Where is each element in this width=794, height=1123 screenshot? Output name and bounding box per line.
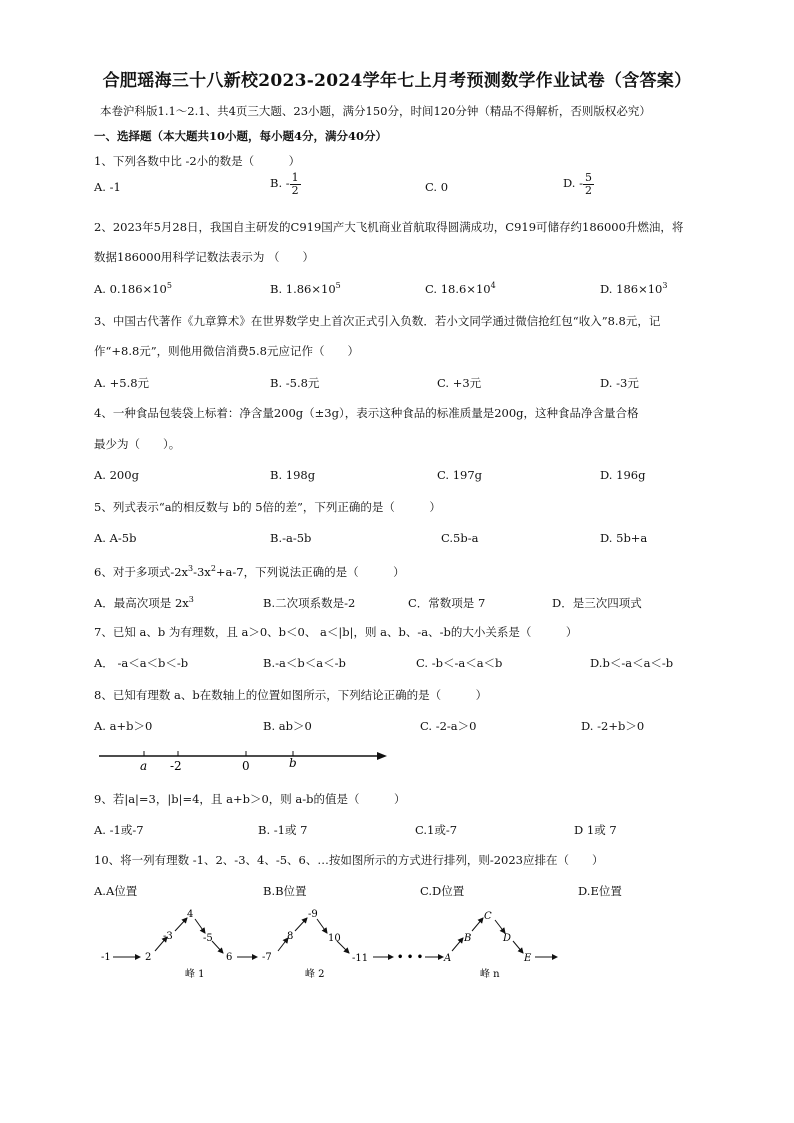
peakn-arrow-5 bbox=[513, 941, 523, 953]
q6-a-exponent: 3 bbox=[188, 595, 194, 605]
q4-option-c: C. 197g bbox=[437, 468, 483, 482]
q2-c-base: C. 18.6×10 bbox=[425, 281, 491, 296]
axis-label-neg2: -2 bbox=[170, 759, 182, 773]
q2-option-c bbox=[425, 281, 496, 296]
question-3-line-2: 作“+8.8元”，则他用微信消费5.8元应记作（ ） bbox=[94, 344, 359, 358]
peakn-arrow-2 bbox=[452, 938, 463, 951]
q1-option-c: C. 0 bbox=[425, 180, 449, 194]
q2-b-base: B. 1.86×10 bbox=[270, 281, 336, 296]
q5-option-b: B.-a-5b bbox=[270, 531, 312, 545]
q1-d-prefix: D. - bbox=[563, 176, 584, 191]
number-line-figure bbox=[95, 745, 395, 775]
q5-option-d: D. 5b+a bbox=[600, 531, 648, 545]
peakn-arrow-3 bbox=[472, 918, 483, 931]
peak2-arrow-3 bbox=[317, 919, 327, 933]
question-4-line-1: 4、一种食品包装袋上标着：净含量200g（±3g），表示这种食品的标准质量是200g，这种食品净含量合格 bbox=[94, 406, 639, 420]
q6-option-a bbox=[94, 595, 194, 611]
q1-d-denominator: 2 bbox=[585, 183, 593, 197]
q9-option-d: D 1或 7 bbox=[574, 823, 617, 837]
question-10: 10、将一列有理数 -1、2、-3、4、-5、6、…按如图所示的方式进行排列，则-2023应排在（ ） bbox=[94, 853, 604, 867]
q5-option-a: A. A-5b bbox=[94, 531, 137, 545]
q10-option-b: B.B位置 bbox=[263, 884, 307, 898]
q8-option-c: C. -2-a＞0 bbox=[420, 719, 477, 733]
q7-option-a: A． -a＜a＜b＜-b bbox=[94, 656, 189, 670]
peakn-label-a: A bbox=[444, 953, 452, 964]
question-8: 8、已知有理数 a、b在数轴上的位置如图所示，下列结论正确的是（ ） bbox=[94, 688, 488, 702]
q4-option-a: A. 200g bbox=[94, 468, 139, 482]
q2-c-exponent: 4 bbox=[490, 281, 496, 290]
q9-option-b: B. -1或 7 bbox=[258, 823, 308, 837]
peak1-label: 峰 1 bbox=[185, 969, 205, 980]
q1-b-fraction bbox=[290, 172, 301, 196]
q8-option-d: D. -2+b＞0 bbox=[581, 719, 645, 733]
q1-option-a: A. -1 bbox=[94, 180, 121, 194]
q6-text-post: +a-7，下列说法正确的是（ ） bbox=[215, 565, 405, 579]
q5-option-c: C.5b-a bbox=[441, 531, 479, 545]
q6-option-b: B.二次项系数是-2 bbox=[263, 596, 356, 610]
q3-option-b: B. -5.8元 bbox=[270, 376, 320, 390]
q3-option-a: A. +5.8元 bbox=[94, 376, 150, 390]
q2-a-base: A. 0.186×10 bbox=[94, 281, 167, 296]
axis-label-b: b bbox=[289, 756, 297, 770]
peak2-num-4: 10 bbox=[328, 933, 341, 944]
q9-option-a: A. -1或-7 bbox=[94, 823, 144, 837]
question-3-line-1: 3、中国古代著作《九章算术》在世界数学史上首次正式引入负数．若小文同学通过微信抢红包“收入”8.8元，记 bbox=[94, 314, 661, 328]
q7-option-c: C. -b＜-a＜a＜b bbox=[416, 656, 503, 670]
q1-option-b bbox=[270, 172, 301, 196]
question-1: 1、下列各数中比 -2小的数是（ ） bbox=[94, 154, 301, 168]
peak1-arrow-3 bbox=[175, 918, 187, 931]
q6-a-base: A．最高次项是 2x bbox=[94, 596, 189, 610]
q1-d-fraction bbox=[583, 172, 594, 196]
peak1-arrow-5 bbox=[212, 941, 223, 953]
peakn-arrow-4 bbox=[495, 920, 505, 933]
peak1-num-4: 4 bbox=[187, 909, 194, 920]
q7-option-d: D.b＜-a＜a＜-b bbox=[590, 656, 674, 670]
q6-option-d: D．是三次四项式 bbox=[552, 596, 642, 610]
peak1-num-6: 6 bbox=[226, 952, 233, 963]
number-line-arrow bbox=[377, 752, 387, 760]
exam-intro: 本卷沪科版1.1～2.1、共4页三大题、23小题，满分150分，时间120分钟（精品不得解析，否则版权必究） bbox=[100, 104, 651, 118]
q8-option-a: A. a+b＞0 bbox=[94, 719, 153, 733]
q4-option-b: B. 198g bbox=[270, 468, 316, 482]
q6-option-c: C．常数项是 7 bbox=[408, 596, 486, 610]
q6-exponent-2: 2 bbox=[210, 564, 216, 574]
q2-option-a bbox=[94, 281, 172, 296]
peak1-num-2: 2 bbox=[145, 952, 152, 963]
peak1-arrow-4 bbox=[195, 919, 205, 933]
page-title: 合肥瑶海三十八新校2023-2024学年七上月考预测数学作业试卷（含答案） bbox=[102, 71, 692, 91]
axis-label-a: a bbox=[140, 759, 148, 773]
q1-b-denominator: 2 bbox=[291, 183, 299, 197]
q3-option-d: D. -3元 bbox=[600, 376, 639, 390]
q2-d-exponent: 3 bbox=[662, 281, 668, 290]
q10-option-c: C.D位置 bbox=[420, 884, 465, 898]
q1-b-prefix: B. - bbox=[270, 176, 290, 191]
question-4-line-2: 最少为（ ）。 bbox=[94, 437, 181, 451]
q4-option-d: D. 196g bbox=[600, 468, 646, 482]
question-7: 7、已知 a、b 为有理数，且 a＞0、b＜0、 a＜|b|，则 a、b、-a、-b的大小关系是（ ） bbox=[94, 625, 578, 639]
q1-b-numerator: 1 bbox=[291, 171, 299, 184]
q2-option-b bbox=[270, 281, 341, 296]
peak2-arrow-2 bbox=[295, 918, 307, 931]
peak2-num-2: 8 bbox=[287, 931, 294, 942]
q2-a-exponent: 5 bbox=[166, 281, 172, 290]
peak2-num-1: -7 bbox=[262, 952, 272, 963]
axis-label-zero: 0 bbox=[242, 759, 250, 773]
peakn-label-b: B bbox=[464, 933, 472, 944]
peak1-num-3: -3 bbox=[163, 931, 173, 942]
q7-option-b: B.-a＜b＜a＜-b bbox=[263, 656, 346, 670]
q9-option-c: C.1或-7 bbox=[415, 823, 458, 837]
question-2-line-1: 2、2023年5月28日，我国自主研发的C919国产大飞机商业首航取得圆满成功，C919可储存约186000升燃油，将 bbox=[94, 220, 684, 234]
q6-text-mid: -3x bbox=[193, 565, 211, 579]
q2-d-base: D. 186×10 bbox=[600, 281, 663, 296]
q3-option-c: C. +3元 bbox=[437, 376, 482, 390]
peak2-label: 峰 2 bbox=[305, 969, 325, 980]
peakn-label-d: D bbox=[503, 933, 512, 944]
q2-b-exponent: 5 bbox=[335, 281, 341, 290]
peak2-num-5: -11 bbox=[352, 953, 369, 964]
question-5: 5、列式表示“a的相反数与 b的 5倍的差”，下列正确的是（ ） bbox=[94, 500, 441, 514]
question-9: 9、若|a|=3，|b|=4，且 a+b＞0，则 a-b的值是（ ） bbox=[94, 792, 406, 806]
peakn-label-e: E bbox=[524, 953, 532, 964]
peaks-figure bbox=[95, 905, 575, 985]
q2-option-d bbox=[600, 281, 667, 296]
peakn-label-c: C bbox=[484, 911, 492, 922]
peak1-num-5: -5 bbox=[203, 933, 213, 944]
question-2-line-2: 数据186000用科学记数法表示为 （ ） bbox=[94, 250, 315, 264]
question-6 bbox=[94, 564, 405, 580]
ellipsis-dots: • • • bbox=[397, 952, 424, 963]
q6-exponent-1: 3 bbox=[188, 564, 194, 574]
q1-d-numerator: 5 bbox=[585, 171, 593, 184]
q8-option-b: B. ab＞0 bbox=[263, 719, 312, 733]
peak1-num-1: -1 bbox=[101, 952, 111, 963]
q1-option-d bbox=[563, 172, 594, 196]
peak2-num-3: -9 bbox=[308, 909, 318, 920]
q6-text-pre: 6、对于多项式-2x bbox=[94, 565, 189, 579]
q10-option-a: A.A位置 bbox=[94, 884, 138, 898]
peakn-label: 峰 n bbox=[480, 969, 500, 980]
section-heading-choice: 一、选择题（本大题共10小题，每小题4分，满分40分） bbox=[94, 129, 388, 143]
q10-option-d: D.E位置 bbox=[578, 884, 622, 898]
